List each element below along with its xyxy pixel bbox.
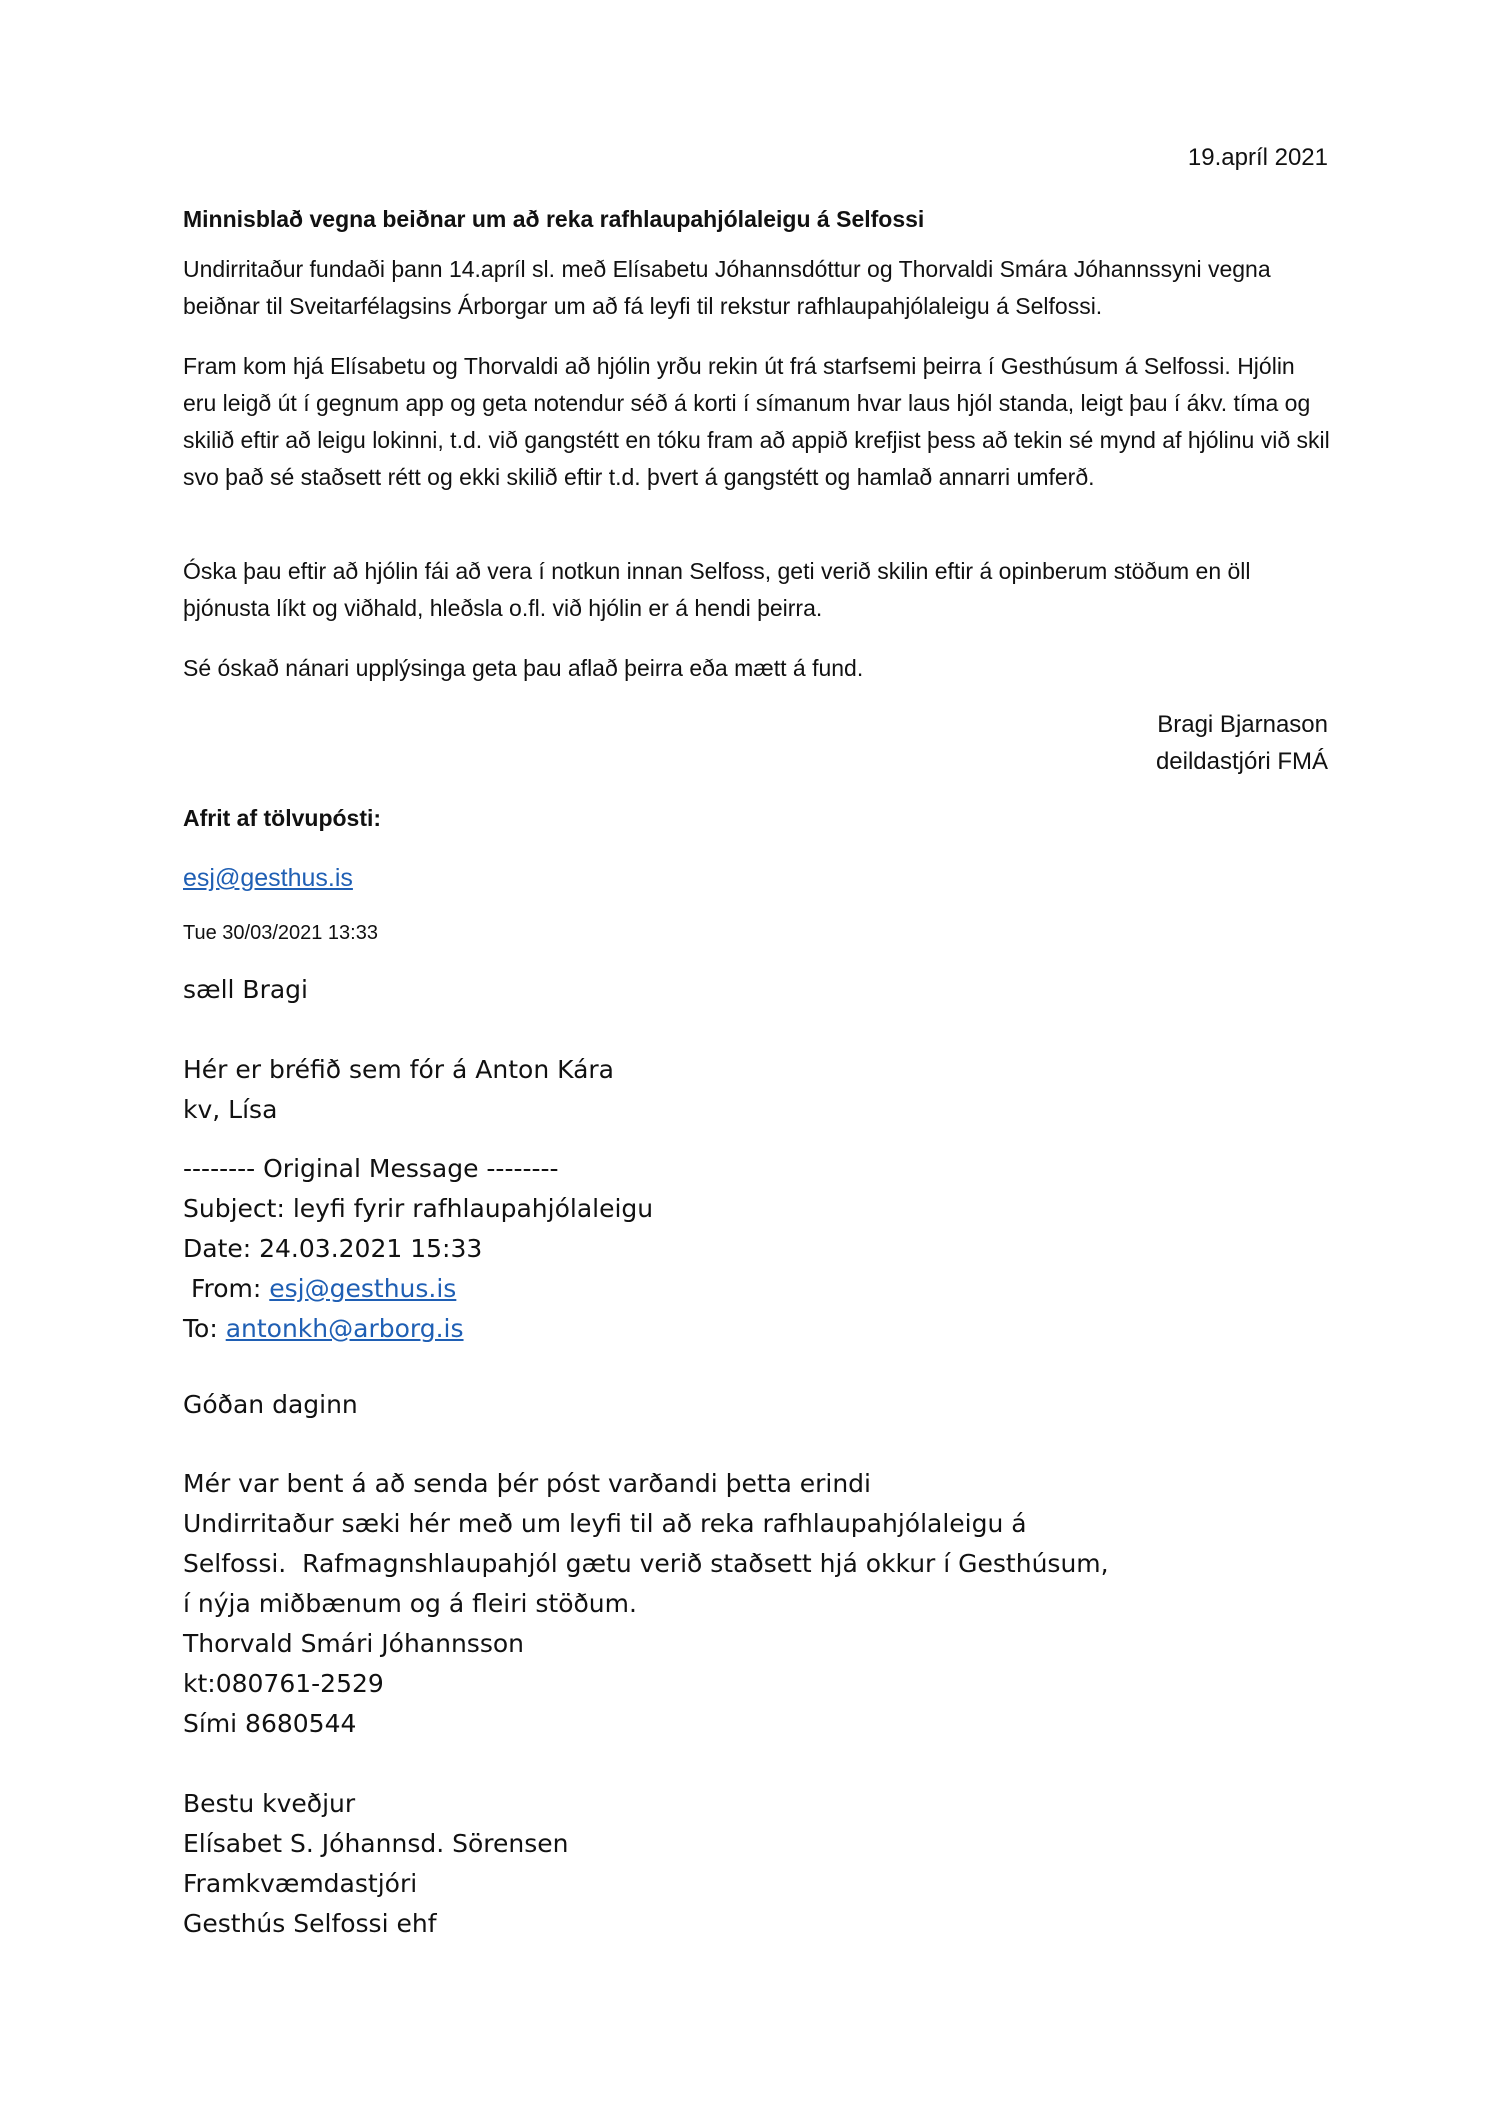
original-message-separator: -------- Original Message -------- <box>183 1154 559 1183</box>
email-body-line: Hér er bréfið sem fór á Anton Kára <box>183 1055 614 1084</box>
from-label: From: <box>183 1274 270 1303</box>
original-from-link[interactable]: esj@gesthus.is <box>269 1274 457 1303</box>
memo-paragraph-2: Fram kom hjá Elísabetu og Thorvaldi að hjólin yrðu rekin út frá starfsemi þeirra í Gesthúsum á Selfossi. Hjólin eru leigð út í gegnum app og geta notendur séð á korti í símanum hvar laus hjól standa, leigt þau í ákv. tíma og skilið eftir að leigu lokinni, t.d. við gangstétt en tóku fram að appið krefjist þess að tekin sé mynd af hjólinu við skil svo það sé staðsett rétt og ekki skilið eftir t.d. þvert á gangstétt og hamlað annarri umferð. <box>183 353 1330 490</box>
original-subject-line <box>183 1189 653 1229</box>
date-value: 24.03.2021 15:33 <box>259 1234 483 1263</box>
original-from-line <box>183 1269 653 1309</box>
signature-role: deildastjóri FMÁ <box>1155 748 1328 775</box>
closing-signature <box>183 1784 568 1944</box>
memo-paragraph-4: Sé óskað nánari upplýsinga geta þau aflað þeirra eða mætt á fund. <box>183 655 864 681</box>
original-date-line <box>183 1229 653 1269</box>
memo-title: Minnisblað vegna beiðnar um að reka rafhlaupahjólaleigu á Selfossi <box>183 206 925 232</box>
original-body-line: Undirritaður sæki hér með um leyfi til að reka rafhlaupahjólaleigu á <box>183 1509 1027 1538</box>
email-greeting: sæll Bragi <box>183 975 308 1004</box>
original-greeting: Góðan daginn <box>183 1390 358 1419</box>
closing-line: Bestu kveðjur <box>183 1789 356 1818</box>
memo-signature <box>1156 706 1328 780</box>
email-body-line: kv, Lísa <box>183 1095 278 1124</box>
sender-email-link[interactable]: esj@gesthus.is <box>183 864 353 892</box>
memo-date: 19.apríl 2021 <box>1187 144 1328 171</box>
closing-line: Framkvæmdastjóri <box>183 1869 418 1898</box>
memo-paragraph-3: Óska þau eftir að hjólin fái að vera í notkun innan Selfoss, geti verið skilin eftir á opinberum stöðum en öll þjónusta líkt og viðhald, hleðsla o.fl. við hjólin er á hendi þeirra. <box>183 558 1251 621</box>
original-body <box>183 1464 1109 1744</box>
original-to-line <box>183 1309 653 1349</box>
original-body-line: í nýja miðbænum og á fleiri stöðum. <box>183 1589 637 1618</box>
original-body-line: Thorvald Smári Jóhannsson <box>183 1629 524 1658</box>
email-sent-timestamp: Tue 30/03/2021 13:33 <box>183 922 378 944</box>
closing-line: Gesthús Selfossi ehf <box>183 1909 437 1938</box>
original-message-header <box>183 1149 653 1349</box>
email-copy-heading: Afrit af tölvupósti: <box>183 805 382 831</box>
date-label: Date: <box>183 1234 260 1263</box>
original-to-link[interactable]: antonkh@arborg.is <box>225 1314 464 1343</box>
original-body-line: Mér var bent á að senda þér póst varðandi þetta erindi <box>183 1469 871 1498</box>
subject-label: Subject: <box>183 1194 293 1223</box>
closing-line: Elísabet S. Jóhannsd. Sörensen <box>183 1829 569 1858</box>
memo-paragraph-1: Undirritaður fundaði þann 14.apríl sl. með Elísabetu Jóhannsdóttur og Thorvaldi Smára Jóhannssyni vegna beiðnar til Sveitarfélagsins Árborgar um að fá leyfi til rekstur rafhlaupahjólaleigu á Selfossi. <box>183 256 1271 319</box>
original-body-line: Selfossi. Rafmagnshlaupahjól gætu verið staðsett hjá okkur í Gesthúsum, <box>183 1549 1109 1578</box>
signature-name: Bragi Bjarnason <box>1157 711 1328 738</box>
email-body <box>183 1050 614 1130</box>
original-body-line: kt:080761-2529 <box>183 1669 384 1698</box>
subject-value: leyfi fyrir rafhlaupahjólaleigu <box>292 1194 654 1223</box>
to-label: To: <box>183 1314 226 1343</box>
original-body-line: Sími 8680544 <box>183 1709 357 1738</box>
